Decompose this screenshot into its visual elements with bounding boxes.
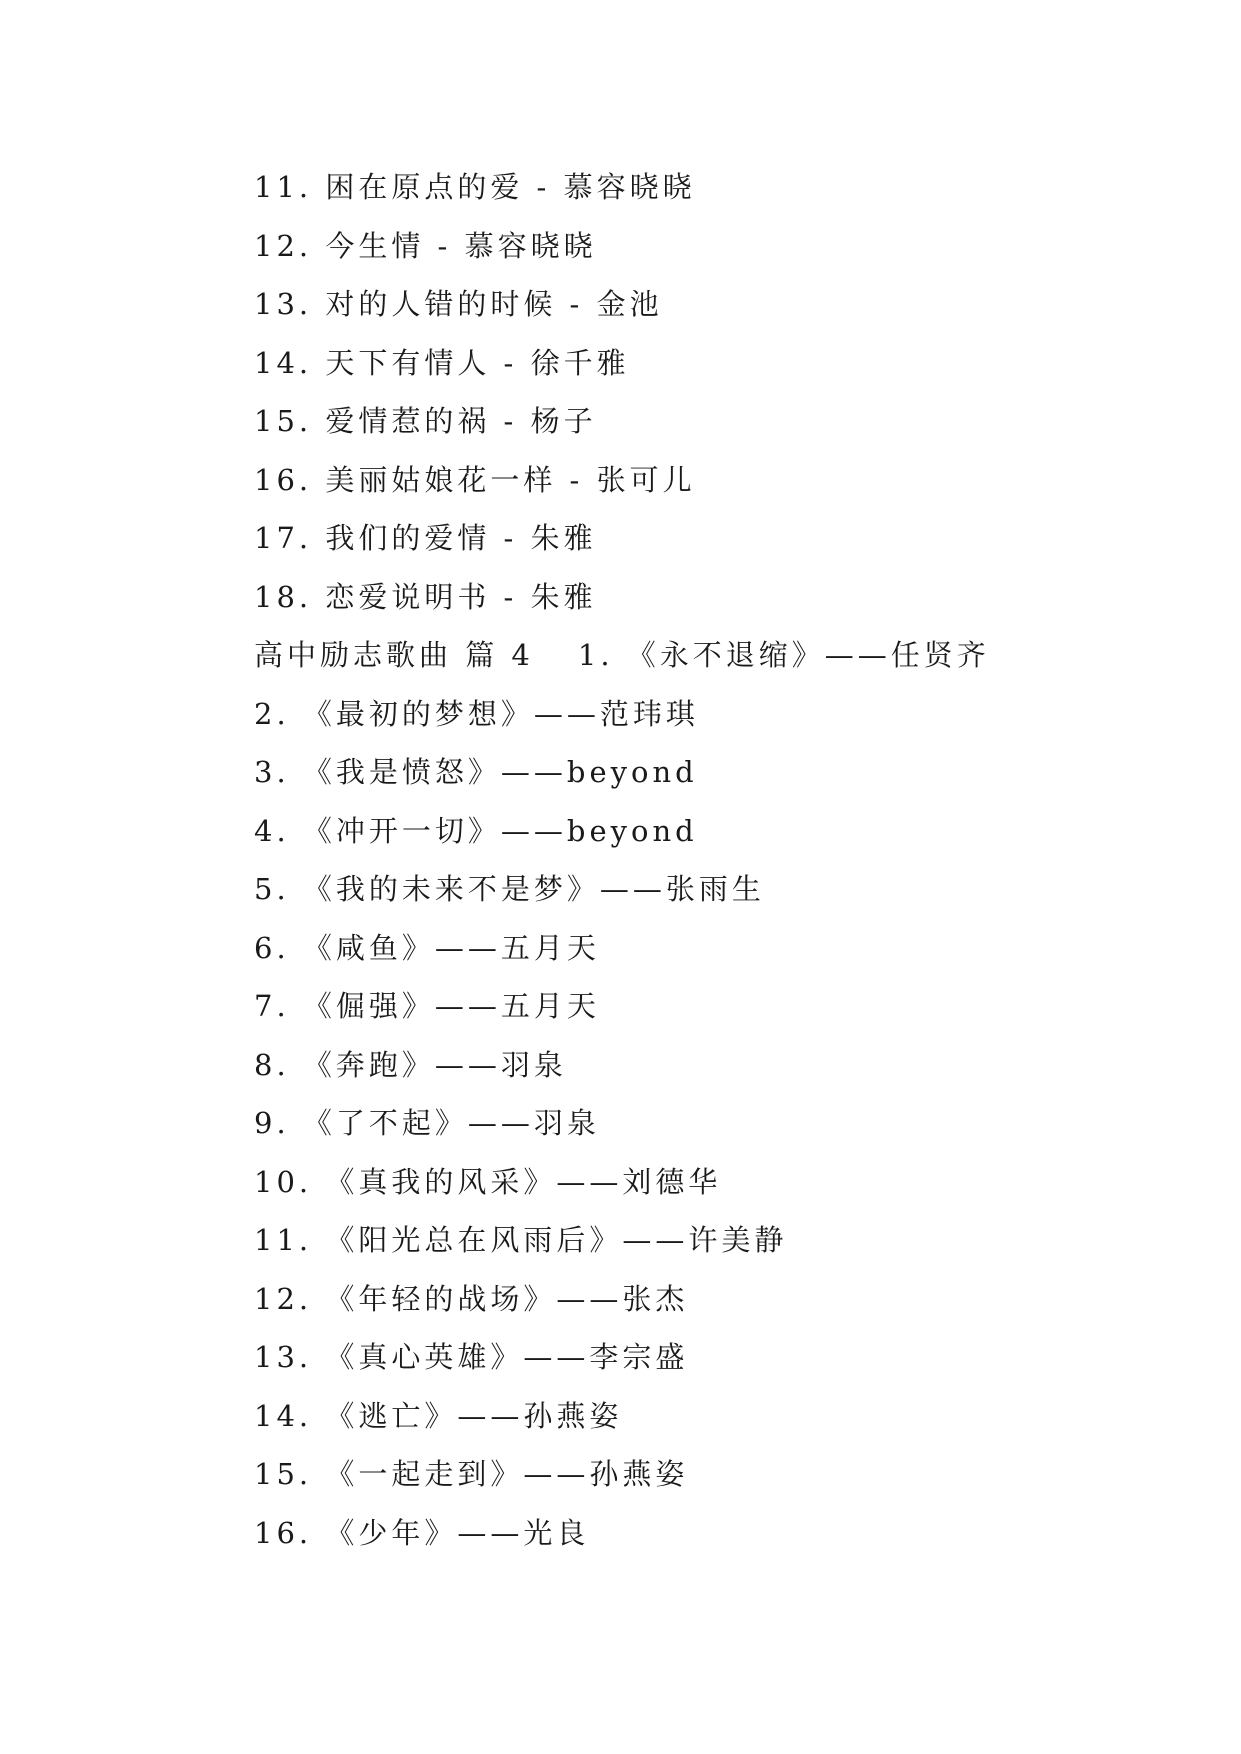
section-heading: 高中励志歌曲 篇 4: [254, 638, 534, 672]
list-item: 14. 《逃亡》——孙燕姿: [254, 1398, 623, 1433]
list-item: 15. 《一起走到》——孙燕姿: [254, 1457, 689, 1491]
list-item: 13. 对的人错的时候 - 金池: [254, 287, 663, 321]
list-item: 5. 《我的未来不是梦》——张雨生: [254, 872, 765, 906]
list-item: 2. 《最初的梦想》——范玮琪: [254, 696, 699, 731]
list-item: 18. 恋爱说明书 - 朱雅: [254, 579, 597, 614]
list-item: 9. 《了不起》——羽泉: [254, 1106, 600, 1140]
list-item: 8. 《奔跑》——羽泉: [254, 1047, 567, 1082]
document-body: [254, 158, 1154, 1562]
list-item: 16. 《少年》——光良: [254, 1515, 590, 1550]
list-item: 3. 《我是愤怒》——beyond: [254, 755, 698, 789]
list-item: 1. 《永不退缩》——任贤齐: [577, 638, 990, 672]
list-item: 12. 今生情 - 慕容晓晓: [254, 228, 597, 263]
list-item: 14. 天下有情人 - 徐千雅: [254, 345, 630, 380]
list-item: 12. 《年轻的战场》——张杰: [254, 1281, 689, 1316]
list-item: 11. 困在原点的爱 - 慕容晓晓: [254, 170, 696, 204]
list-item: 6. 《咸鱼》——五月天: [254, 930, 600, 965]
list-item: 10. 《真我的风采》——刘德华: [254, 1164, 722, 1199]
list-item: 15. 爱情惹的祸 - 杨子: [254, 404, 597, 438]
list-item: 13. 《真心英雄》——李宗盛: [254, 1340, 689, 1374]
list-item: 16. 美丽姑娘花一样 - 张可儿: [254, 462, 696, 497]
section-heading-line: [254, 626, 1154, 685]
list-item: 7. 《倔强》——五月天: [254, 989, 600, 1023]
list-item: 17. 我们的爱情 - 朱雅: [254, 521, 597, 555]
list-item: 4. 《冲开一切》——beyond: [254, 813, 698, 848]
list-item: 11. 《阳光总在风雨后》——许美静: [254, 1223, 788, 1257]
